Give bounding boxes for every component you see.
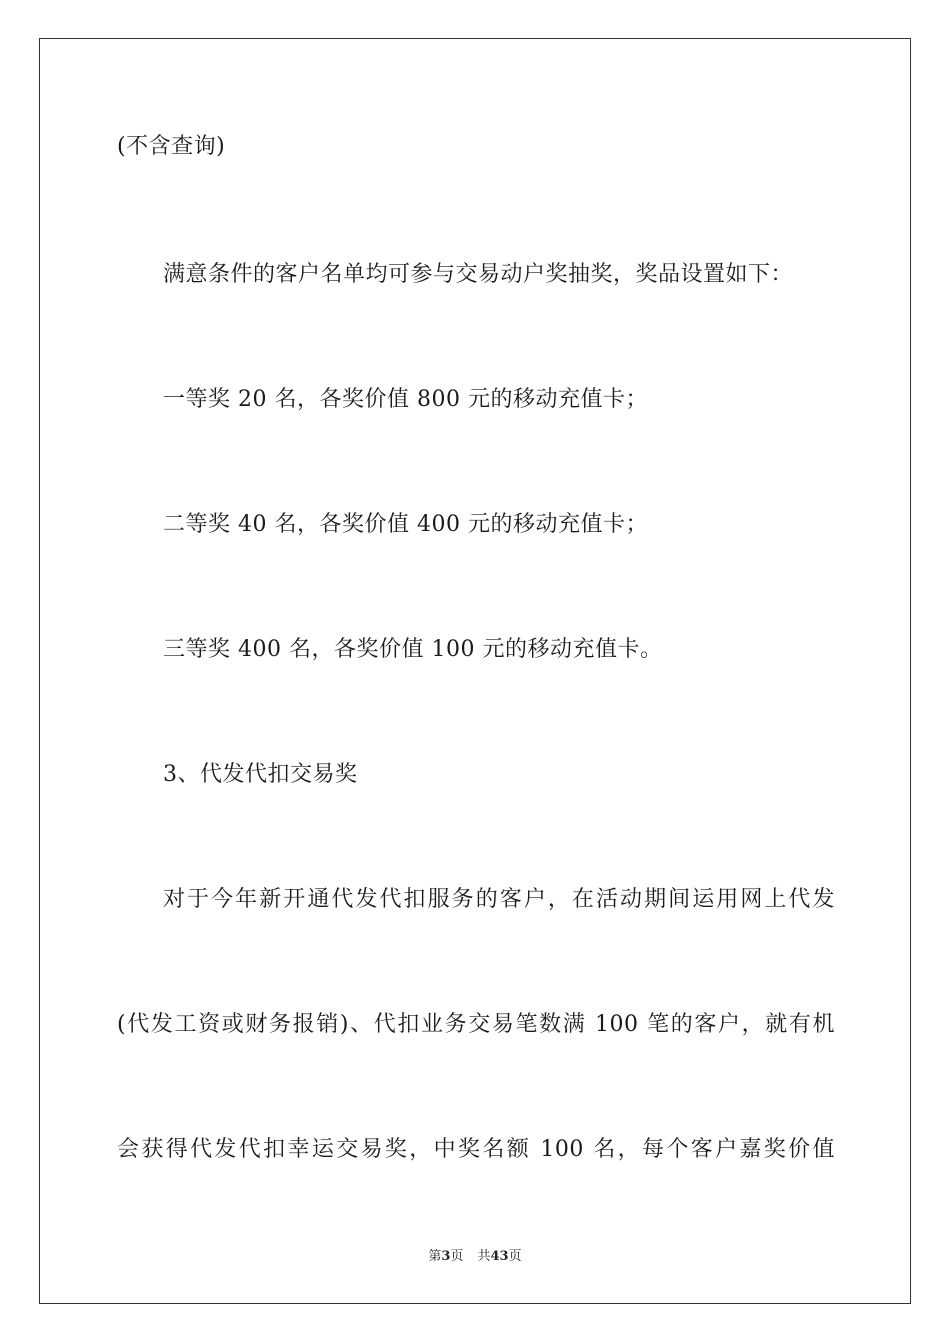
footer-page-total: 43: [490, 1249, 509, 1264]
text-line-4: 二等奖 40 名，各奖价值 400 元的移动充值卡；: [163, 512, 648, 537]
text-line-2: 满意条件的客户名单均可参与交易动户奖抽奖，奖品设置如下：: [163, 262, 794, 287]
footer-page-current: 3: [441, 1249, 451, 1264]
text-line-9: 会获得代发代扣幸运交易奖，中奖名额 100 名，每个客户嘉奖价值: [117, 1137, 835, 1162]
text-line-5: 三等奖 400 名，各奖价值 100 元的移动充值卡。: [163, 637, 663, 662]
page-footer: [0, 1248, 950, 1266]
page-border: [39, 38, 911, 1304]
text-line-3: 一等奖 20 名，各奖价值 800 元的移动充值卡；: [163, 387, 648, 412]
text-line-1: (不含查询): [117, 134, 226, 159]
footer-page-prefix: 第: [428, 1249, 442, 1264]
footer-total-suffix: 页: [508, 1249, 522, 1264]
section-heading: 3、代发代扣交易奖: [163, 762, 358, 787]
text-line-7: 对于今年新开通代发代扣服务的客户，在活动期间运用网上代发: [163, 887, 835, 912]
footer-page-suffix: 页: [450, 1249, 464, 1264]
footer-total-prefix: 共: [477, 1249, 491, 1264]
text-line-8: (代发工资或财务报销)、代扣业务交易笔数满 100 笔的客户，就有机: [117, 1012, 835, 1037]
